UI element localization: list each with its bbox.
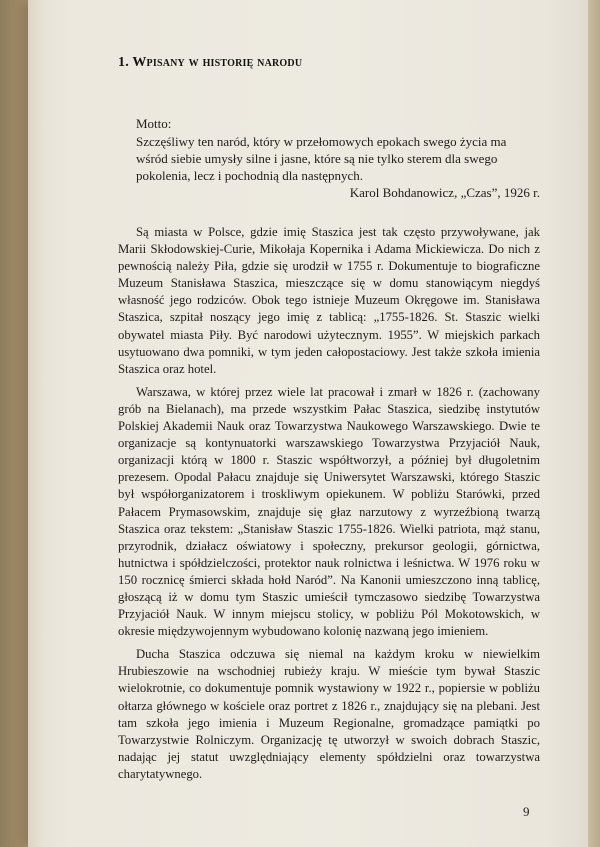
page-number: 9: [523, 804, 530, 819]
motto-label: Motto:: [136, 116, 172, 131]
motto-attribution: Karol Bohdanowicz, „Czas”, 1926 r.: [349, 185, 540, 200]
motto-quote: Szczęśliwy ten naród, który w przełomowych epokach swego życia ma wśród siebie umysły silne i jasne, które są nie tylko sterem dla swego pokolenia, lecz i pochodnią dla następnych.: [136, 134, 507, 183]
paragraph-hrubieszow: Ducha Staszica odczuwa się niemal na każdym kroku w niewielkim Hrubieszowie na wschodniej rubieży kraju. W mieście tym bywał Staszic wielokrotnie, co dokumentuje pomnik wystawiony w 1922 r., popiersie w pobliżu ołtarza głównego w kościele oraz portret z 1826 r., znajdujący się na plebani. Jest tam szkoła jego imienia i Muzeum Regionalne, gromadzące pamiątki po Towarzystwie Rolniczym. Organizację tę utworzył w swoich dobrach Staszic, nadając jej statut uwzględniający elementy spółdzielni oraz towarzystwa charytatywnego.: [118, 647, 540, 781]
book-page: [28, 0, 588, 847]
chapter-title: 1. Wpisany w historię narodu: [118, 55, 303, 70]
paragraph-warszawa: Warszawa, w której przez wiele lat pracował i zmarł w 1826 r. (zachowany grób na Bielanach), ma przede wszystkim Pałac Staszica, siedzibę instytutów Polskiej Akademii Nauk oraz Towarzystwa Naukowego Warszawskiego. Dwie te organizacje są kontynuatorki warszawskiego Towarzystwa Przyjaciół Nauk, organizacji którą w 1800 r. Staszic współtworzył, a później był długoletnim prezesem. Opodal Pałacu znajduje się Uniwersytet Warszawski, którego Staszic był współorganizatorem i troskliwym opiekunem. W pobliżu Starówki, przed Pałacem Prymasowskim, znajduje się głaz narzutowy z wyrzeźbioną twarzą Staszica oraz tekstem: „Stanisław Staszic 1755-1826. Wielki patriota, mąż stanu, przyrodnik, działacz oświatowy i społeczny, prekursor geologii, górnictwa, hutnictwa i spółdzielczości, protektor nauk rolnictwa i leśnictwa. W 1976 roku w 150 rocznicę śmierci składa hołd Naród”. Na Kanonii umieszczono inną tablicę, głoszącą iż w domu tym Staszic umieścił tymczasowo siedzibę Towarzystwa Przyjaciół Nauk. W innym miejscu stolicy, w pobliżu Pól Mokotowskich, w okresie międzywojennym wybudowano kolonię nazwaną jego imieniem.: [118, 384, 540, 639]
body-text: [118, 224, 540, 789]
paragraph-pila: Są miasta w Polsce, gdzie imię Staszica jest tak często przywoływane, jak Marii Skłodowskiej-Curie, Mikołaja Kopernika i Adama Mickiewicza. Do nich z pewnością należy Piła, gdzie się urodził w 1755 r. Dokumentuje to biograficzne Muzeum Stanisława Staszica, mieszczące się w domu stanowiącym niegdyś własność jego rodziców. Obok tego istnieje Muzeum Okręgowe im. Stanisława Staszica, szpitał noszący jego imię z tablicą: „1755-1826. St. Staszic wielki obywatel miasta Piły. Być narodowi użytecznym. 1955”. W miejskich parkach usytuowano dwa pomniki, w tym jeden całopostaciowy. Jest także szkoła imienia Staszica oraz hotel.: [118, 225, 540, 376]
